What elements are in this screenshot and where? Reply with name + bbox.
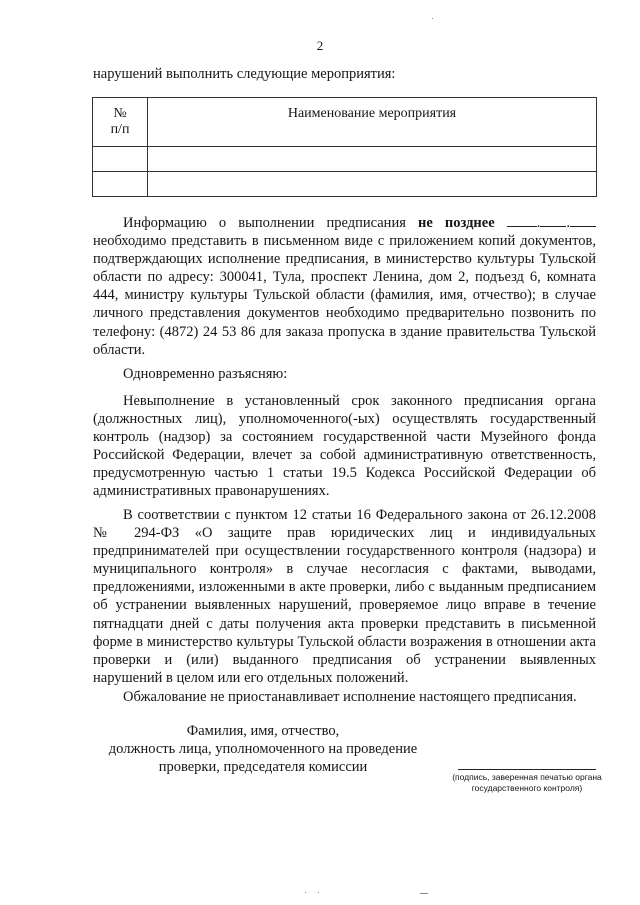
table-header-row	[93, 98, 597, 147]
scan-speck	[318, 892, 319, 893]
deadline-label: не позднее	[418, 215, 495, 231]
table-cell	[93, 172, 148, 197]
table-cell	[93, 147, 148, 172]
header-name: Наименование мероприятия	[148, 98, 597, 147]
paragraph-deadline-tail: необходимо представить в письменном виде с приложением копий документов, подтверждающих исполнение предписания, в министерство культуры Тульской области по адресу: 300041, Тула, проспект Ленина, дом 2, подъезд 6, комната 444, министру культуры Тульской области (фамилия, имя, отчество); в случае личного представления документов необходимо предварительно позвонить по телефону: (4872) 24 53 86 для заказа пропуска в здание правительства Тульской области.	[93, 233, 596, 358]
paragraph-explain: Одновременно разъясняю:	[123, 366, 288, 382]
paragraph-deadline: Информацию о выполнении предписания не позднее . . необходимо представить в письменном виде с приложением копий документов, подтверждающих исполнение предписания, в министерство культуры Тульской области по адресу: 300041, Тула, проспект Ленина, дом 2, подъезд 6, комната 444, министру культуры Тульской области (фамилия, имя, отчество); в случае личного представления документов необходимо предварительно позвонить по телефону: (4872) 24 53 86 для заказа пропуска в здание правительства Тульской области.	[93, 215, 596, 358]
page-number: 2	[316, 38, 324, 53]
paragraph-appeal: В соответствии с пунктом 12 статьи 16 Федерального закона от 26.12.2008 № 294-ФЗ «О защите прав юридических лиц и индивидуальных предпринимателей при осуществлении государственного контроля (надзора) и муниципального контроля» в случае несогласия с фактами, выводами, предложениями, изложенными в акте проверки, либо с выданным предписанием об устранении выявленных нарушений, проверяемое лицо вправе в течение пятнадцати дней с даты получения акта проверки представить в письменной форме в министерство культуры Тульской области возражения в отношении акта проверки и (или) выданного предписания об устранении выявленных нарушений в целом или его отдельных положений.	[93, 507, 596, 686]
measures-table	[92, 97, 597, 197]
table-cell	[148, 172, 597, 197]
paragraph-liability: Невыполнение в установленный срок законного предписания органа (должностных лиц), уполномоченного(-ых) осуществлять государственный контроль (надзор) за состоянием государственной части Музейного фонда Российской Федерации, влечет за собой административную ответственность, предусмотренную частью 1 статьи 19.5 Кодекса Российской Федерации об административных правонарушениях.	[93, 393, 596, 500]
signature-line	[458, 769, 596, 770]
blank-month	[540, 214, 566, 227]
paragraph-no-suspension: Обжалование не приостанавливает исполнение настоящего предписания.	[123, 689, 577, 705]
paragraph-deadline-lead: Информацию о выполнении предписания	[123, 215, 418, 231]
scan-speck	[305, 892, 306, 893]
table-row	[93, 172, 597, 197]
signer-line: Фамилия, имя, отчество,	[186, 723, 340, 739]
table-row	[93, 147, 597, 172]
intro-line: нарушений выполнить следующие мероприятия:	[93, 66, 396, 82]
scan-speck	[432, 18, 433, 19]
table-cell	[148, 147, 597, 172]
signer-line: должность лица, уполномоченного на проведение	[108, 741, 418, 757]
header-number: № п/п	[93, 98, 148, 147]
blank-year	[570, 214, 596, 227]
signature-caption: (подпись, заверенная печатью органа государственного контроля)	[452, 772, 602, 793]
signer-block	[93, 722, 433, 776]
scan-speck	[420, 893, 428, 894]
signer-line: проверки, председателя комиссии	[158, 759, 368, 775]
blank-day	[507, 214, 537, 227]
